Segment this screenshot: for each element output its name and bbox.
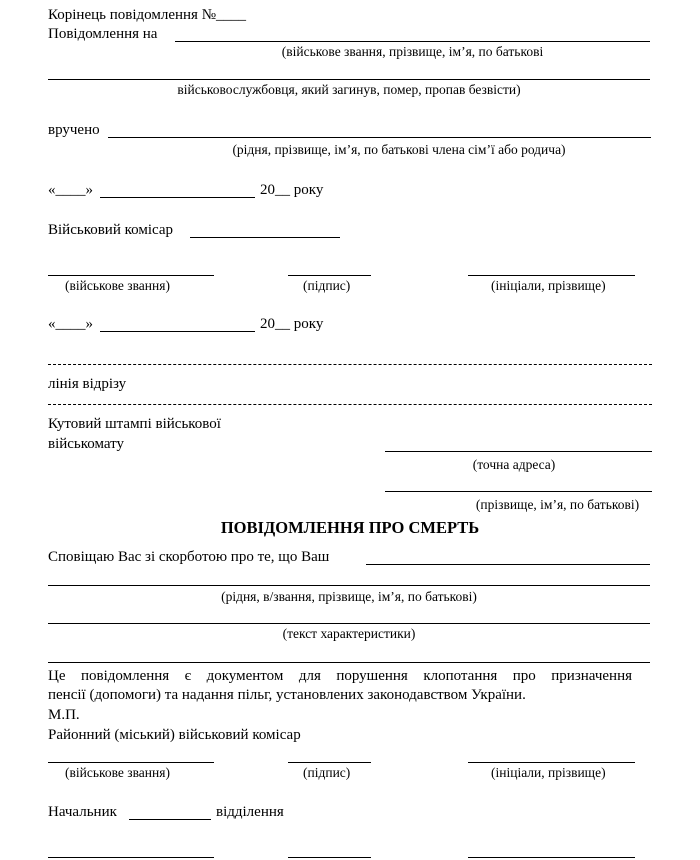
caption-serviceman: військовослужбовця, який загинув, помер, пропав безвісти)	[177, 82, 521, 97]
date-day: «____»	[48, 182, 93, 198]
caption-characteristic: (текст характеристики)	[282, 626, 416, 641]
addressee-name-line[interactable]	[175, 41, 650, 42]
handed-label: вручено	[48, 122, 100, 138]
notice-caption-sig-name: (ініціали, прізвище)	[491, 765, 606, 780]
stamp-label-line1: Кутовий штампі військової	[48, 416, 221, 432]
date2-month-line[interactable]	[100, 331, 255, 332]
caption-sig-sign: (підпис)	[303, 278, 351, 293]
caption-addressee: (прізвище, ім’я, по батькові)	[475, 497, 640, 512]
cut-line-bottom	[48, 404, 652, 405]
cut-line-label: лінія відрізу	[48, 376, 127, 392]
notice-sig-rank-line[interactable]	[48, 762, 214, 763]
page-title: ПОВІДОМЛЕННЯ ПРО СМЕРТЬ	[220, 518, 480, 537]
notice-sig-name-line[interactable]	[468, 762, 635, 763]
intro-text: Сповіщаю Вас зі скорботою про те, що Ваш	[48, 549, 330, 565]
body-text-line2: пенсії (допомоги) та надання пільг, установлених законодавством України.	[48, 687, 526, 703]
department-label: відділення	[216, 804, 284, 820]
seal-label: М.П.	[48, 707, 80, 723]
date2-year: 20__ року	[260, 316, 324, 332]
commissar-line[interactable]	[190, 237, 340, 238]
sig-rank-line[interactable]	[48, 275, 214, 276]
date2-day: «____»	[48, 316, 93, 332]
extra-line[interactable]	[48, 662, 650, 663]
sig-sign-line[interactable]	[288, 275, 371, 276]
commissar-label: Військовий комісар	[48, 222, 174, 238]
caption-rank-name: (військове звання, прізвище, ім’я, по батькові	[281, 44, 544, 59]
relation-line[interactable]	[48, 585, 650, 586]
cut-line-top	[48, 364, 652, 365]
department-name-line[interactable]	[129, 819, 211, 820]
head-sig-name-line[interactable]	[468, 857, 635, 858]
district-commissar-label: Районний (міський) військовий комісар	[48, 727, 301, 743]
notice-sig-sign-line[interactable]	[288, 762, 371, 763]
relation-line-inline[interactable]	[366, 564, 650, 565]
body-text-line1: Це повідомлення є документом для порушення клопотання про призначення	[48, 668, 632, 684]
caption-sig-name: (ініціали, прізвище)	[491, 278, 606, 293]
head-sig-sign-line[interactable]	[288, 857, 371, 858]
caption-sig-rank: (військове звання)	[65, 278, 170, 293]
date-month-line[interactable]	[100, 197, 255, 198]
notice-caption-sig-rank: (військове звання)	[65, 765, 170, 780]
notice-caption-sig-sign: (підпис)	[303, 765, 351, 780]
notice-to-label: Повідомлення на	[48, 26, 158, 42]
stub-number-label: Корінець повідомлення №____	[48, 7, 247, 23]
caption-relative: (рідня, прізвище, ім’я, по батькові члена сім’ї або родича)	[232, 142, 566, 157]
caption-address: (точна адреса)	[472, 457, 556, 472]
head-label: Начальник	[48, 804, 117, 820]
address-line[interactable]	[385, 451, 652, 452]
characteristic-line[interactable]	[48, 623, 650, 624]
head-sig-rank-line[interactable]	[48, 857, 214, 858]
serviceman-name-line[interactable]	[48, 79, 650, 80]
sig-name-line[interactable]	[468, 275, 635, 276]
stamp-label-line2: військомату	[48, 436, 125, 452]
recipient-name-line[interactable]	[108, 137, 651, 138]
addressee-line[interactable]	[385, 491, 652, 492]
caption-relation: (рідня, в/звання, прізвище, ім’я, по батькові)	[221, 589, 477, 604]
date-year: 20__ року	[260, 182, 324, 198]
